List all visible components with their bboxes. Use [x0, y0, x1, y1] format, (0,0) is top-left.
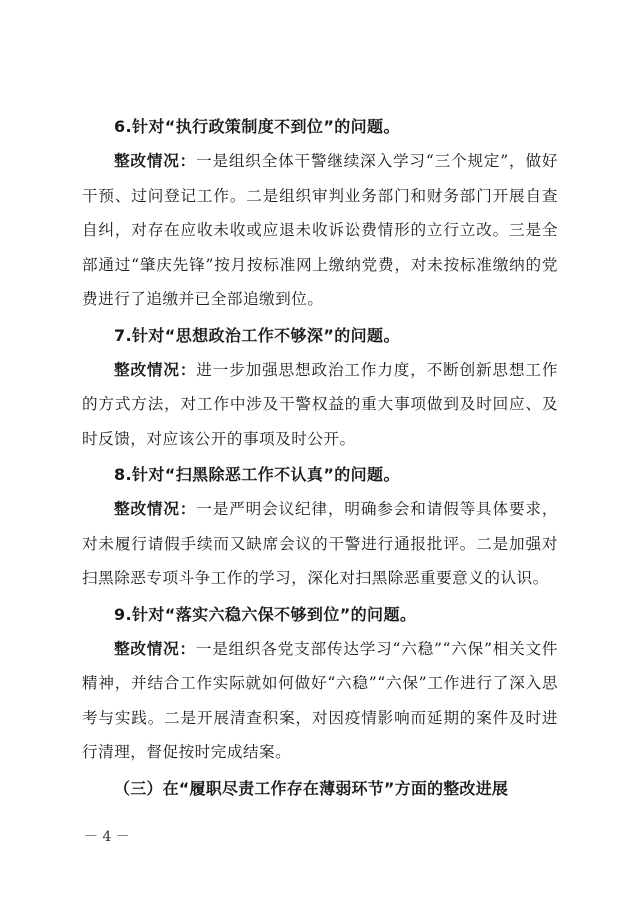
item-7-heading: 7.针对“思想政治工作不够深”的问题。	[114, 325, 400, 345]
item-8-text: 一是严明会议纪律，明确参会和请假等具体要求，对未履行请假手续而又缺席会议的干警进行通报批评。二是加强对扫黑除恶专项斗争工作的学习，深化对扫黑除恶重要意义的认识。	[82, 500, 558, 587]
item-8-paragraph	[82, 492, 558, 596]
item-7-label: 整改情况：	[114, 360, 197, 379]
item-8-heading: 8.针对“扫黑除恶工作不认真”的问题。	[114, 465, 400, 484]
item-8-label: 整改情况：	[114, 500, 197, 518]
item-7-text: 进一步加强思想政治工作力度，不断创新思想工作的方式方法，对工作中涉及干警权益的重大事项做到及时回应、及时反馈，对应该公开的事项及时公开。	[82, 360, 558, 448]
item-6-label: 整改情况：	[114, 152, 197, 170]
item-9-paragraph	[82, 632, 558, 770]
item-9-label: 整改情况：	[114, 639, 196, 658]
item-6-heading: 6.针对“执行政策制度不到位”的问题。	[114, 117, 400, 136]
document-body	[82, 110, 558, 806]
item-9-text: 一是组织各党支部传达学习“六稳”“六保”相关文件精神，并结合工作实际就如何做好“六稳”“六保”工作进行了深入思考与实践。二是开展清查积案，对因疫情影响而延期的案件及时进行清理，督促按时完成结案。	[82, 639, 558, 761]
item-6-paragraph	[82, 144, 558, 317]
item-6-text: 一是组织全体干警继续深入学习“三个规定”，做好干预、过问登记工作。二是组织审判业务部门和财务部门开展自查自纠，对存在应收未收或应退未收诉讼费情形的立行立改。三是全部通过“肇庆先锋”按月按标准网上缴纳党费，对未按标准缴纳的党费进行了追缴并已全部追缴到位。	[82, 152, 558, 308]
item-9-heading: 9.针对“落实六稳六保不够到位”的问题。	[114, 604, 417, 624]
section-heading: （三）在“履职尽责工作存在薄弱环节”方面的整改进展	[114, 778, 509, 798]
page-number: － 4 －	[84, 829, 130, 845]
item-7-paragraph	[82, 353, 558, 457]
